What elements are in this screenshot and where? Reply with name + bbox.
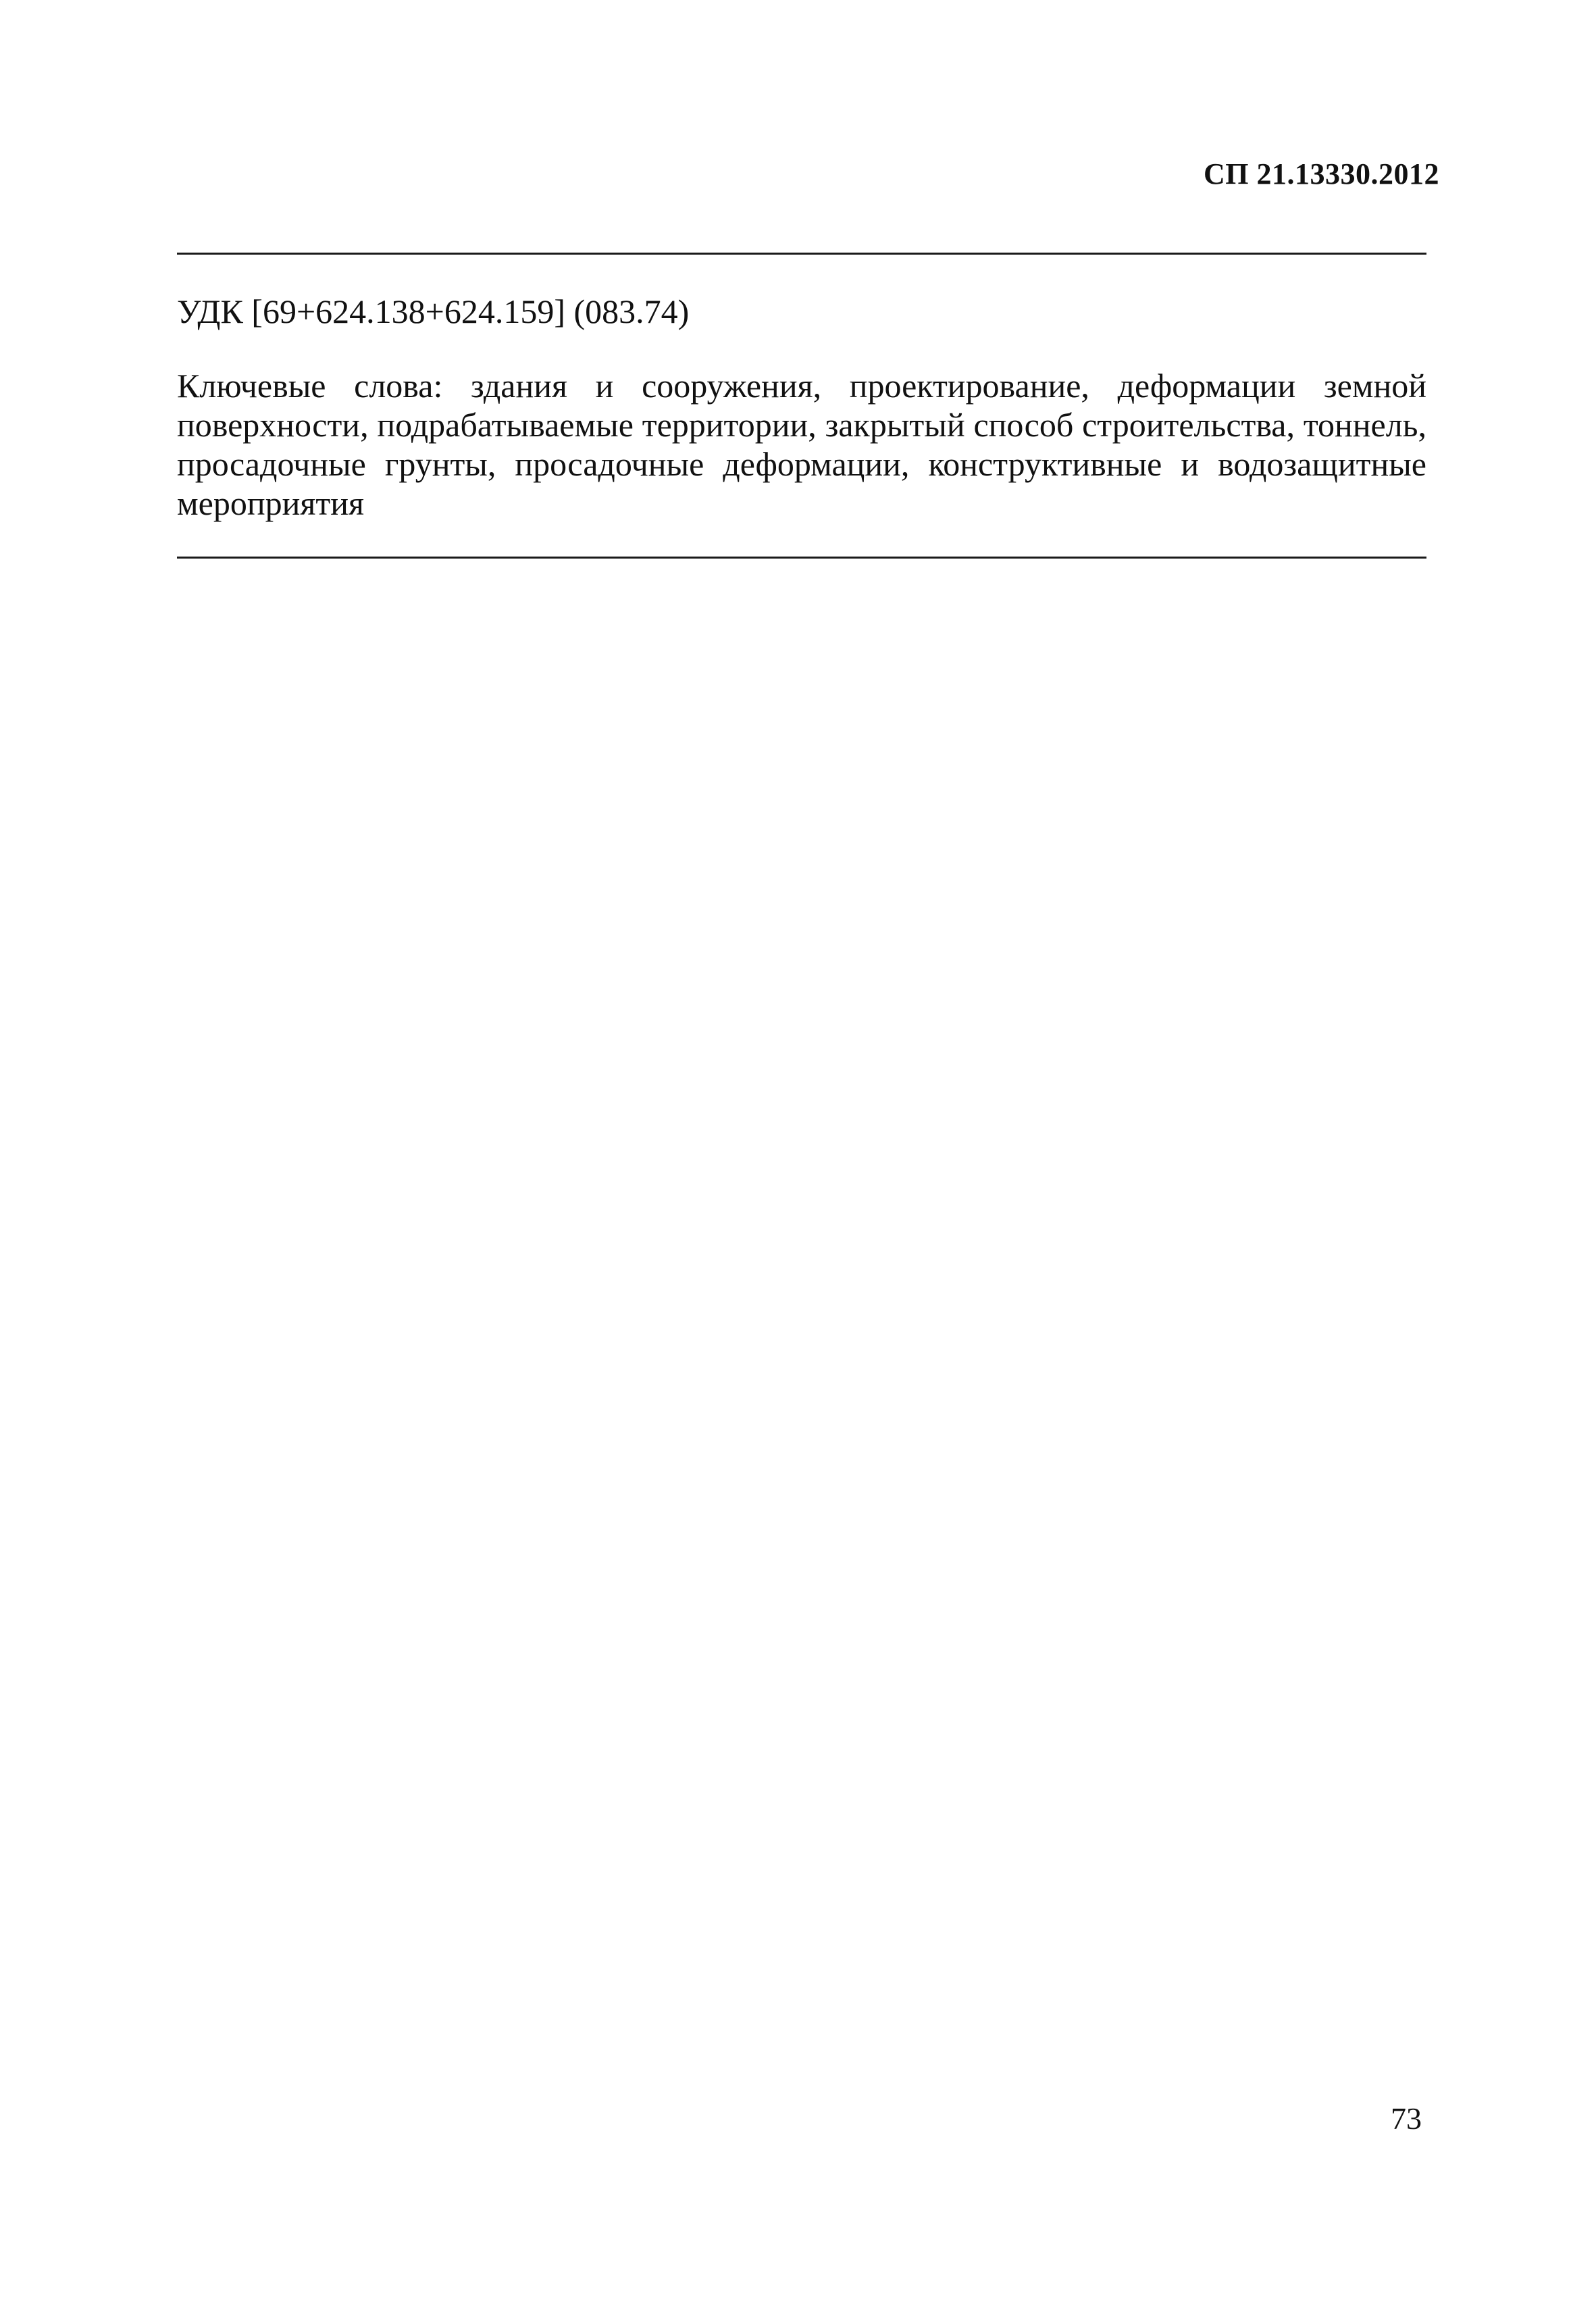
page-number: 73	[1391, 2101, 1422, 2136]
udc-classification: УДК [69+624.138+624.159] (083.74)	[177, 292, 690, 330]
keywords-paragraph: Ключевые слова: здания и сооружения, проектирование, деформации земной поверхности, подрабатываемые территории, закрытый способ строительства, тоннель, просадочные грунты, просадочные деформации, конструктивные и водозащитные мероприятия	[177, 367, 1426, 522]
top-divider	[177, 253, 1426, 255]
document-code: СП 21.13330.2012	[1204, 157, 1439, 190]
bottom-divider	[177, 557, 1426, 559]
